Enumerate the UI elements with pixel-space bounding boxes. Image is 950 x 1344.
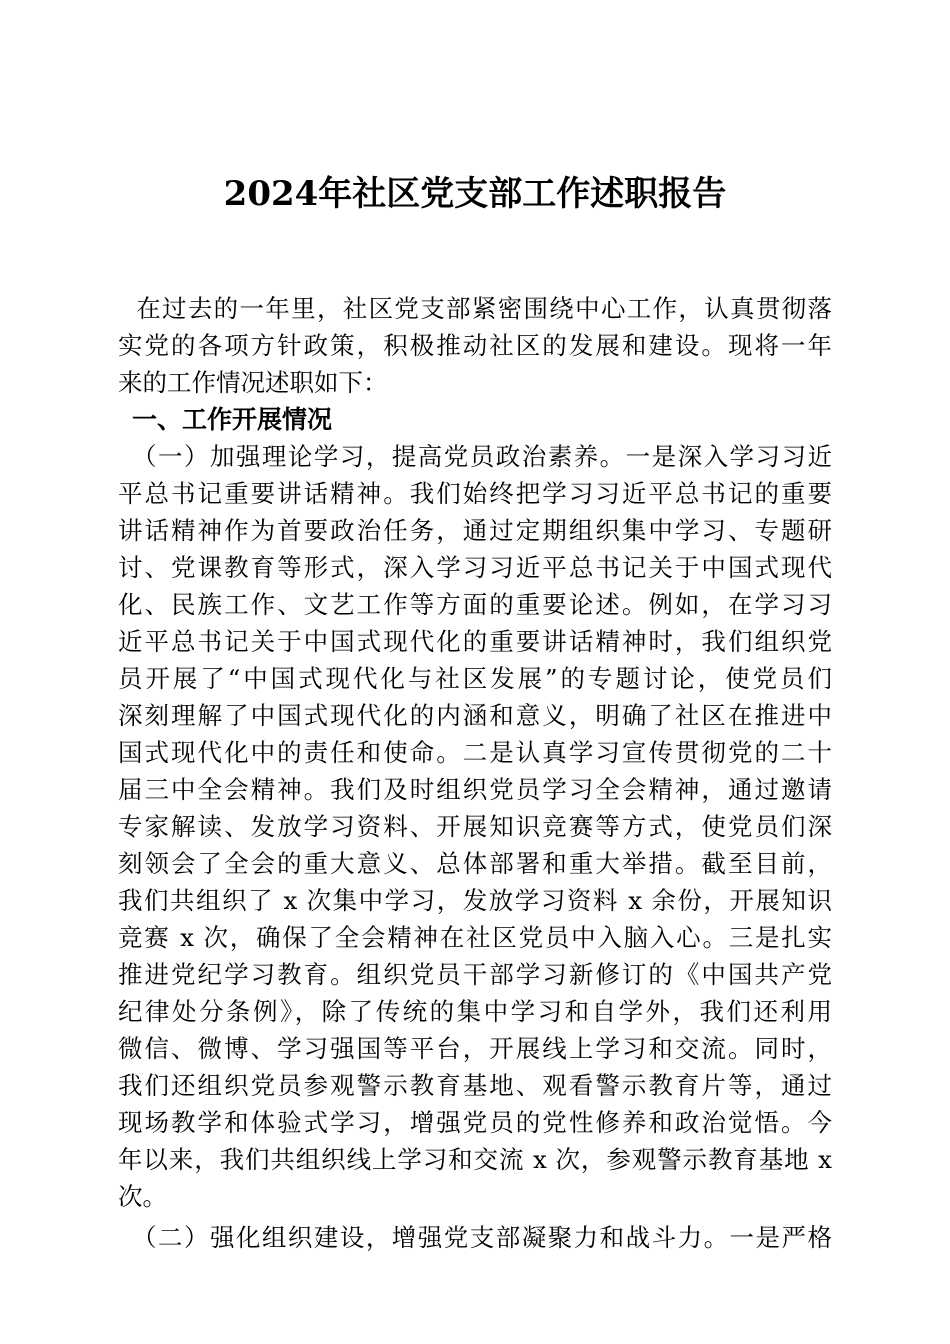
document-body bbox=[118, 290, 832, 1256]
paragraph-line: 我们共组织了 x 次集中学习，发放学习资料 x 余份，开展知识 bbox=[118, 886, 832, 915]
paragraph-line: 近平总书记关于中国式现代化的重要讲话精神时，我们组织党 bbox=[118, 627, 832, 656]
paragraph-line: 刻领会了全会的重大意义、总体部署和重大举措。截至目前， bbox=[118, 849, 832, 878]
section-heading: 一、工作开展情况 bbox=[132, 405, 333, 434]
paragraph-line: 年以来，我们共组织线上学习和交流 x 次，参观警示教育基地 x bbox=[118, 1145, 832, 1174]
paragraph-line: 讲话精神作为首要政治任务，通过定期组织集中学习、专题研 bbox=[118, 516, 832, 545]
paragraph-line: 现场教学和体验式学习，增强党员的党性修养和政治觉悟。今 bbox=[118, 1108, 832, 1137]
paragraph-line: 微信、微博、学习强国等平台，开展线上学习和交流。同时， bbox=[118, 1034, 832, 1063]
paragraph-line: 推进党纪学习教育。组织党员干部学习新修订的《中国共产党 bbox=[118, 960, 832, 989]
paragraph-line: 竞赛 x 次，确保了全会精神在社区党员中入脑入心。三是扎实 bbox=[118, 923, 832, 952]
paragraph-line: （二）强化组织建设，增强党支部凝聚力和战斗力。一是严格 bbox=[132, 1223, 832, 1252]
paragraph-line: 届三中全会精神。我们及时组织党员学习全会精神，通过邀请 bbox=[118, 775, 832, 804]
paragraph-line: 讨、党课教育等形式，深入学习习近平总书记关于中国式现代 bbox=[118, 553, 832, 582]
paragraph-line: 纪律处分条例》，除了传统的集中学习和自学外，我们还利用 bbox=[118, 997, 832, 1026]
paragraph-line: 化、民族工作、文艺工作等方面的重要论述。例如，在学习习 bbox=[118, 590, 832, 619]
paragraph-line: 专家解读、发放学习资料、开展知识竞赛等方式，使党员们深 bbox=[118, 812, 832, 841]
paragraph-line: （一）加强理论学习，提高党员政治素养。一是深入学习习近 bbox=[132, 442, 832, 471]
paragraph-line: 次。 bbox=[118, 1182, 167, 1211]
paragraph-line: 我们还组织党员参观警示教育基地、观看警示教育片等，通过 bbox=[118, 1071, 832, 1100]
intro-line: 实党的各项方针政策，积极推动社区的发展和建设。现将一年 bbox=[118, 331, 832, 360]
paragraph-line: 员开展了“中国式现代化与社区发展”的专题讨论，使党员们 bbox=[118, 664, 832, 693]
intro-line: 在过去的一年里，社区党支部紧密围绕中心工作，认真贯彻落 bbox=[118, 294, 832, 323]
document-title: 2024年社区党支部工作述职报告 bbox=[223, 174, 727, 214]
paragraph-line: 国式现代化中的责任和使命。二是认真学习宣传贯彻党的二十 bbox=[118, 738, 832, 767]
paragraph-line: 深刻理解了中国式现代化的内涵和意义，明确了社区在推进中 bbox=[118, 701, 832, 730]
intro-line: 来的工作情况述职如下： bbox=[118, 368, 388, 397]
paragraph-line: 平总书记重要讲话精神。我们始终把学习习近平总书记的重要 bbox=[118, 479, 832, 508]
